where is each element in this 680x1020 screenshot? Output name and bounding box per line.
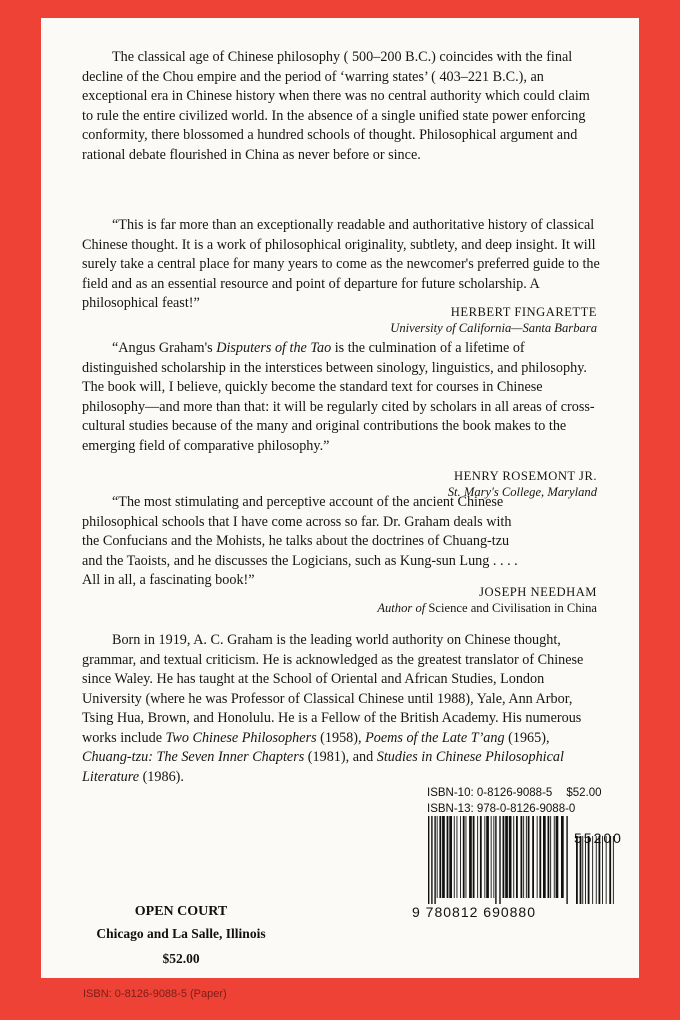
barcode-bar — [556, 816, 559, 898]
quote-author-affiliation: University of California—Santa Barbara — [390, 321, 597, 335]
barcode-addon-bar — [580, 836, 582, 904]
publisher-location: Chicago and La Salle, Illinois — [96, 926, 266, 941]
barcode-bar — [491, 816, 492, 898]
barcode-bar — [516, 816, 518, 898]
quote-author-affiliation: St. Mary's College, Maryland — [447, 485, 597, 499]
barcode-bar — [454, 816, 455, 898]
barcode-bar — [442, 816, 445, 898]
bio-text: (1958), — [316, 729, 366, 746]
barcode-bar — [428, 816, 429, 904]
barcode-addon-bar — [599, 836, 601, 904]
isbn-13: ISBN-13: 978-0-8126-9088-0 — [427, 803, 576, 815]
barcode-bar — [437, 816, 438, 898]
barcode-bar — [484, 816, 485, 898]
barcode-bar — [449, 816, 452, 898]
barcode-addon-bar — [602, 836, 603, 904]
quote-text: “Angus Graham's — [112, 340, 217, 356]
barcode-bar — [566, 816, 567, 904]
list-price: $52.00 — [566, 787, 602, 799]
barcode-addon-bar — [592, 836, 593, 904]
barcode-bar — [513, 816, 514, 898]
publisher-name: OPEN COURT — [134, 904, 228, 919]
isbn-10-line — [427, 785, 602, 801]
bottom-isbn: ISBN: 0-8126-9088-5 (Paper) — [83, 988, 227, 1000]
barcode-bar — [463, 816, 465, 898]
cover-text-panel — [41, 18, 639, 978]
isbn-13-line — [427, 801, 602, 817]
barcode-bar — [532, 816, 534, 898]
barcode-bar — [539, 816, 541, 898]
barcode-bar — [447, 816, 449, 898]
barcode-addon-bar — [582, 836, 583, 904]
quote-book-title: Disputers of the Tao — [216, 340, 332, 356]
barcode-bar — [548, 816, 550, 898]
barcode-bar — [457, 816, 458, 898]
barcode-bar — [499, 816, 500, 904]
barcode-bar — [477, 816, 478, 898]
quote-needham: “The most stimulating and perceptive account of the ancient Chinese philosophical schools that I have come across so far. Dr. Graham deals with the Confucians and the Mohists, he talks about the doctrines of Chuang-tzu and the Taoists, and he discusses the Logicians, such as Kung-sun Lung . . . . All in all, a fascinating book!” — [82, 494, 518, 588]
publisher-price: $52.00 — [162, 951, 200, 966]
barcode-bar — [537, 816, 538, 898]
barcode-bar — [543, 816, 546, 898]
quote-author-affiliation — [377, 600, 597, 616]
barcode-addon-digits: 55200 — [574, 830, 623, 846]
barcode-bar — [469, 816, 472, 898]
barcode-bar — [505, 816, 508, 898]
quote-fingarette: “This is far more than an exceptionally readable and authoritative history of classical Chinese thought. It is a work of philosophical originality, subtlety, and deep insight. It will surely take a central place for many years to come as the newcomer's preferred guide to the field and as an essential resource and point of departure for future scholarship. A philosophical feast!” — [82, 217, 600, 311]
affiliation-prefix: Author of — [377, 601, 426, 615]
bio-text: (1981), and — [304, 749, 377, 765]
barcode-addon-bar — [613, 836, 614, 904]
barcode-bar — [493, 816, 494, 898]
barcode-addon-bar — [609, 836, 611, 904]
barcode-bar — [561, 816, 564, 898]
barcode-bar — [434, 816, 435, 904]
barcode-bar — [509, 816, 512, 898]
barcode-bar — [528, 816, 530, 898]
barcode-bar — [503, 816, 505, 898]
affiliation-work-title: Science and Civilisation in China — [428, 601, 597, 615]
author-bio — [82, 631, 602, 787]
barcode-bar — [466, 816, 467, 898]
barcode-addon-bar — [596, 836, 597, 904]
barcode-bar — [431, 816, 432, 904]
barcode-bar — [460, 816, 461, 898]
quote-attribution-fingarette — [390, 304, 597, 336]
barcode-bar — [495, 816, 496, 904]
quote-author-name: HENRY ROSEMONT JR. — [453, 469, 597, 483]
barcode-bar — [439, 816, 441, 898]
barcode-bar — [521, 816, 523, 898]
intro-paragraph: The classical age of Chinese philosophy ( 500–200 B.C.) coincides with the final decline of the Chou empire and the period of ‘warring states’ ( 403–221 B.C.), an exceptional era in Chinese history when there was no central authority which could claim to rule the entire civilized world. In the absence of a single unified state power enforcing conformity, there blossomed a hundred schools of thought. Philosophical argument and rational debate flourished in China as never before or since. — [82, 49, 590, 163]
barcode-addon-bar — [606, 836, 607, 904]
bio-work-title: Two Chinese Philosophers — [165, 729, 317, 746]
barcode-bar — [554, 816, 555, 898]
barcode-bar — [486, 816, 489, 898]
barcode-digits: 9 780812 690880 — [412, 904, 536, 920]
barcode-bar — [480, 816, 482, 898]
barcode-bar — [550, 816, 551, 898]
quote-rosemont — [82, 339, 602, 456]
bio-work-title: Studies in Chinese Philosophical Literature — [82, 749, 564, 785]
bio-work-title: Chuang-tzu: The Seven Inner Chapters — [82, 749, 305, 765]
quote-text: is the culmination of a lifetime of distinguished scholarship in the interstices between sinology, linguistics, and philosophy. The book will, I believe, quickly become the standard text for courses in Chinese philosophy—and more than that: it will be regularly cited by scholars in all areas of cross-cultural studies because of the many and original contributions the book makes to the emerging field of comparative philosophy.” — [82, 340, 595, 454]
barcode-bar — [523, 816, 524, 898]
barcode-addon-bar — [585, 836, 586, 904]
quote-author-name: JOSEPH NEEDHAM — [479, 585, 597, 599]
bio-text: (1965), — [504, 729, 550, 746]
bio-work-title: Poems of the Late T’ang — [365, 729, 505, 746]
barcode-bar — [526, 816, 527, 898]
quote-author-name: HERBERT FINGARETTE — [450, 305, 597, 319]
bio-text: (1986). — [139, 768, 184, 785]
barcode-addon-bar — [576, 836, 578, 904]
bio-text: Born in 1919, A. C. Graham is the leading world authority on Chinese thought, grammar, and textual criticism. He is acknowledged as the greatest translator of Chinese since Waley. He has taught at the School of Oriental and African Studies, London University (where he was Professor of Classical Chinese until 1988), Yale, Ann Arbor, Tsing Hua, Brown, and Honolulu. He is a Fellow of the British Academy. His numerous works include — [82, 632, 584, 746]
isbn-info — [427, 785, 602, 817]
isbn-10: ISBN-10: 0-8126-9088-5 — [427, 787, 553, 799]
barcode-addon-bar — [588, 836, 590, 904]
quote-attribution-needham — [377, 584, 597, 616]
barcode-bar — [473, 816, 475, 898]
